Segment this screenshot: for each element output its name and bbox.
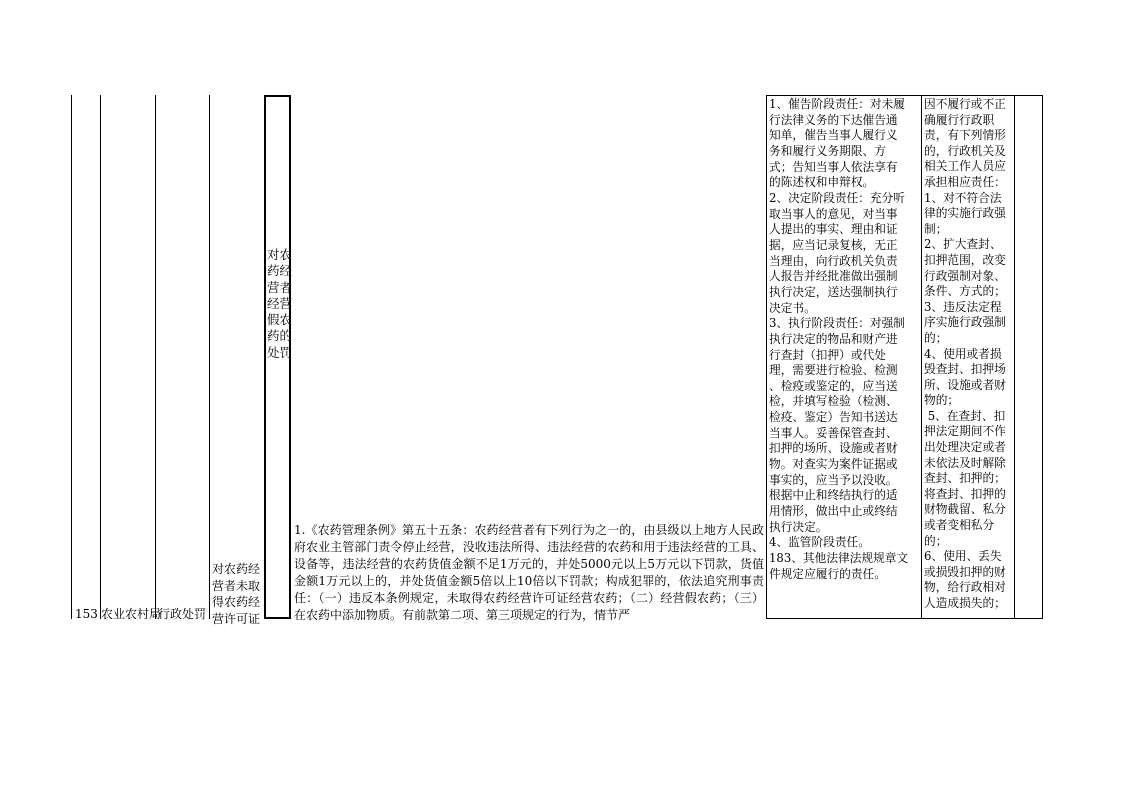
legal-basis-text: 1.《农药管理条例》第五十五条：农药经营者有下列行为之一的，由县级以上地方人民政府农业主管部门责令停止经营，没收违法所得、违法经营的农药和用于违法经营的工具、设备等，违法经营的农药货值金额不足1万元的，并处5000元以上5万元以下罚款，货值金额1万元以上的，并处货值金额5倍以上10倍以下罚款；构成犯罪的，依法追究刑事责任：（一）违反本条例规定，未取得农药经营许可证经营农药；（二）经营假农药；（三）在农药中添加物质。有前款第二项、第三项规定的行为，情节严 [294,523,764,623]
responsibility-line: 检，并填写检验（检测、 [769,394,898,409]
responsibility-line: 事实的，应当予以没收。 [769,472,898,487]
accountability-line: 查封、扣押的； [924,471,1006,486]
accountability-line: 物的； [924,393,960,408]
responsibility-line: 3、执行阶段责任：对强制 [769,316,905,331]
responsibility-line: 人提出的事实、理由和证 [769,222,898,237]
accountability-line: 1、对不符合法 [924,190,1002,205]
responsibility-text [769,97,917,582]
accountability-line: 条件、方式的； [924,284,1006,299]
accountability-line: 的； [924,533,948,548]
responsibility-line: 行查封（扣押）或代处 [769,347,886,362]
power-type: 行政处罚 [158,607,207,621]
responsibility-line: 式；告知当事人依法享有 [769,159,898,174]
accountability-line: 的； [924,330,948,345]
accountability-line: 所、设施或者财 [924,377,1006,392]
accountability-line: 行政强制对象、 [924,268,1006,283]
column-border [766,95,767,619]
accountability-line: 人造成损失的； [924,596,1006,610]
responsibility-line: 183、其他法律法规规章文 [769,551,909,566]
responsibility-line: 的陈述权和申辩权。 [769,175,875,190]
accountability-line: 6、使用、丢失 [924,549,1002,564]
responsibility-line: 4、监管阶段责任。 [769,535,870,550]
column-border [155,95,156,619]
legal-basis-cell [292,96,766,623]
column-border [1042,95,1043,619]
responsibility-line: 当理由，向行政机关负责 [769,253,898,268]
responsibility-line: 用情形，做出中止或终结 [769,504,898,519]
row-top-border [766,95,1043,96]
category-cell [210,96,264,626]
accountability-line: 或损毁扣押的财 [924,564,1006,579]
accountability-line: 制； [924,221,948,236]
accountability-line: 毁查封、扣押场 [924,362,1006,377]
accountability-line: 财物截留、私分 [924,502,1006,517]
accountability-line: 扣押范围，改变 [924,252,1006,267]
responsibility-line: 执行决定的物品和财产进 [769,331,898,346]
accountability-line: 责，有下列情形 [924,128,1006,143]
responsibility-line: 执行决定。 [769,519,828,534]
power-type-cell [156,600,209,619]
responsibility-line: 当事人。妥善保管查封、 [769,425,898,440]
subject-cell [264,95,291,619]
responsibility-line: 行法律义务的下达催告通 [769,112,898,127]
responsibility-line: 务和履行义务期限、方 [769,143,886,158]
responsibility-line: 2、决定阶段责任：充分听 [769,190,905,205]
responsibility-line: 根据中止和终结执行的适 [769,488,898,503]
responsibility-line: 、检疫或鉴定的，应当送 [769,378,898,393]
accountability-line: 的，行政机关及 [924,143,1006,158]
row-number: 153 [75,607,98,621]
responsibility-line: 取当事人的意见，对当事 [769,206,898,221]
accountability-line: 律的实施行政强 [924,206,1006,221]
responsibility-line: 理，需要进行检验、检测 [769,363,898,378]
responsibility-line: 执行决定，送达强制执行 [769,284,898,299]
accountability-line: 相关工作人员应 [924,159,1006,174]
accountability-line: 物，给行政相对 [924,580,1006,595]
accountability-text [924,97,1013,612]
accountability-line: 因不履行或不正 [924,97,1006,111]
responsibility-line: 据，应当记录复核，无正 [769,237,898,252]
responsibility-line: 人报告并经批准做出强制 [769,269,898,284]
responsibility-line: 知单，催告当事人履行义 [769,128,898,143]
accountability-line: 或者变相私分 [924,518,995,533]
accountability-line: 序实施行政强制 [924,315,1006,330]
responsibility-line: 1、催告阶段责任：对未履 [769,97,905,111]
accountability-line: 确履行行政职 [924,112,995,127]
accountability-line: 4、使用或者损 [924,346,1002,361]
department-name: 农业农村局 [101,607,162,621]
responsibility-line: 扣押的场所、设施或者财 [769,441,898,456]
department-cell [101,600,162,621]
row-bottom-border [766,618,1043,619]
responsibility-line: 物。对查实为案件证据或 [769,457,898,472]
responsibility-line: 检疫、鉴定）告知书送达 [769,410,898,425]
accountability-line: 5、在查封、扣 [924,408,1006,423]
remarks-cell [1015,96,1042,618]
accountability-line: 出处理决定或者 [924,440,1006,455]
column-border [921,95,922,619]
row-number-cell [72,600,100,619]
responsibility-line: 件规定应履行的责任。 [769,566,886,581]
accountability-line: 3、违反法定程 [924,299,1002,314]
category-text: 对农药经营者未取得农药经营许可证 [212,562,261,626]
accountability-line: 承担相应责任： [924,174,1006,189]
column-border [71,95,72,619]
accountability-line: 押法定期间不作 [924,424,1006,439]
responsibility-line: 决定书。 [769,300,816,315]
accountability-line: 未依法及时解除 [924,455,1006,470]
subject-text: 对农药经营者经营假农药的处罚 [266,247,292,360]
accountability-line: 将查封、扣押的 [924,486,1006,501]
column-border [100,95,101,619]
accountability-line: 2、扩大查封、 [924,237,1002,252]
